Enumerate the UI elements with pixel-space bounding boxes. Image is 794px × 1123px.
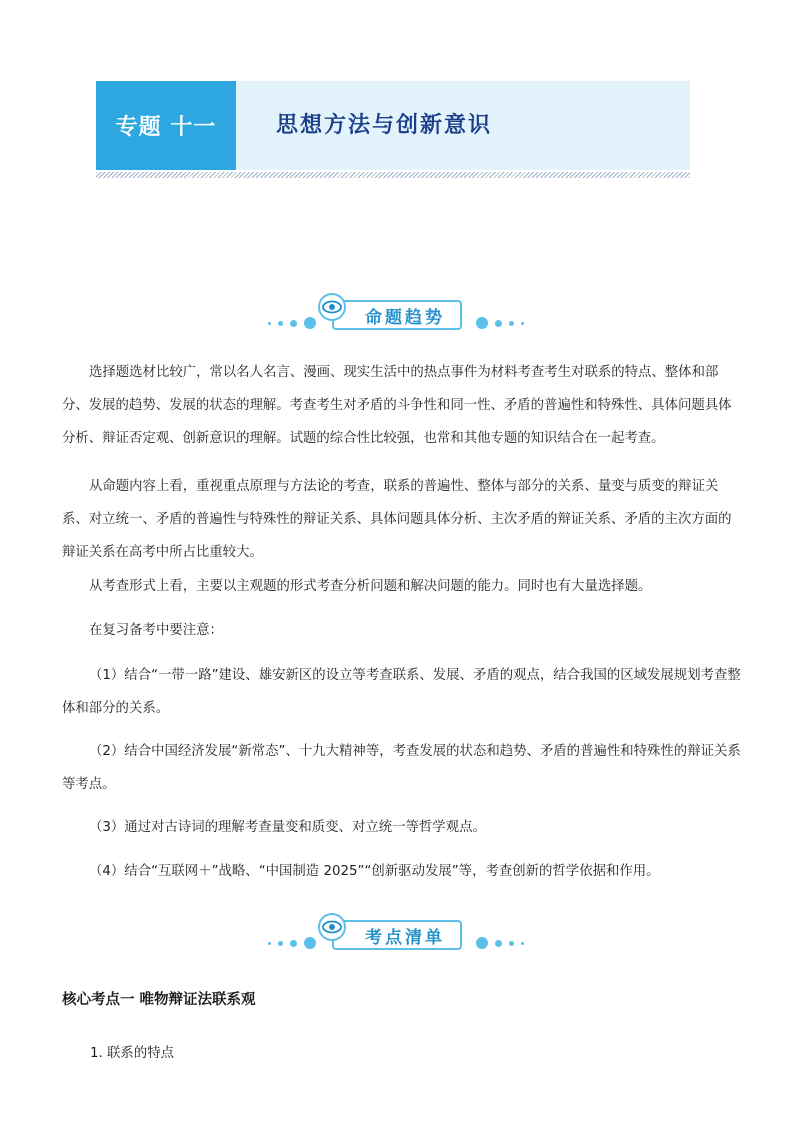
- eye-icon: [318, 913, 346, 941]
- paragraph: 在复习备考中要注意：: [89, 623, 223, 638]
- section-box: [332, 920, 462, 950]
- decor-dots-right: [476, 937, 536, 949]
- paragraph: （3）通过对古诗词的理解考查量变和质变、对立统一等哲学观点。: [89, 820, 486, 835]
- chapter-badge: [96, 81, 236, 170]
- section-title: 命题趋势: [365, 307, 445, 328]
- chapter-number: 专题 十一: [115, 114, 217, 140]
- paragraph: 从命题内容上看，重视重点原理与方法论的考查，联系的普遍性、整体与部分的关系、量变与质变的辩证关系、对立统一、矛盾的普遍性与特殊性的辩证关系、具体问题具体分析、主次矛盾的辩证关系、矛盾的主次方面的辩证关系在高考中所占比重较大。: [62, 479, 732, 560]
- section-heading-checklist: [254, 916, 544, 956]
- decor-dots-right: [476, 317, 536, 329]
- chapter-banner: [96, 81, 690, 170]
- decor-dots-left: [256, 317, 316, 329]
- core-topic-heading: 核心考点一 唯物辩证法联系观: [62, 992, 256, 1008]
- section-box: [332, 300, 462, 330]
- paragraph: （4）结合“互联网＋”战略、“中国制造 2025”“创新驱动发展”等，考查创新的哲学依据和作用。: [89, 864, 660, 879]
- list-item: 1. 联系的特点: [90, 1046, 174, 1061]
- section-heading-trend: [254, 296, 544, 336]
- section-title: 考点清单: [365, 927, 445, 948]
- paragraph: （1）结合“一带一路”建设、雄安新区的设立等考查联系、发展、矛盾的观点，结合我国的区域发展规划考查整体和部分的关系。: [62, 668, 741, 716]
- paragraph: （2）结合中国经济发展“新常态”、十九大精神等，考查发展的状态和趋势、矛盾的普遍性和特殊性的辩证关系等考点。: [62, 744, 741, 792]
- chapter-title: 思想方法与创新意识: [276, 112, 493, 138]
- eye-icon: [318, 293, 346, 321]
- paragraph: 从考查形式上看，主要以主观题的形式考查分析问题和解决问题的能力。同时也有大量选择题。: [89, 579, 652, 594]
- banner-stripe: [96, 172, 690, 178]
- paragraph: 选择题选材比较广，常以名人名言、漫画、现实生活中的热点事件为材料考查考生对联系的特点、整体和部分、发展的趋势、发展的状态的理解。考查考生对矛盾的斗争性和同一性、矛盾的普遍性和特殊性、具体问题具体分析、辩证否定观、创新意识的理解。试题的综合性比较强，也常和其他专题的知识结合在一起考查。: [62, 365, 732, 446]
- decor-dots-left: [256, 937, 316, 949]
